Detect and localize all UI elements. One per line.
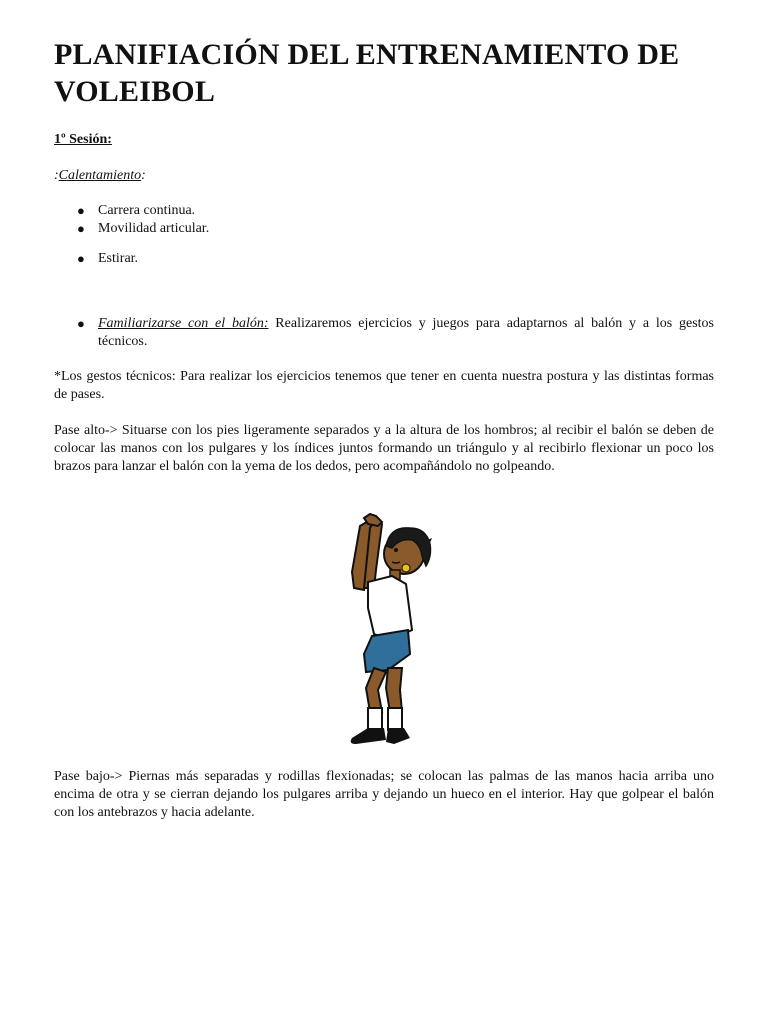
warmup-label: Calentamiento	[58, 168, 142, 183]
document-title: PLANIFIACIÓN DEL ENTRENAMIENTO DE VOLEIBOL	[54, 38, 680, 108]
shoe-back	[351, 728, 386, 744]
session-heading: 1º Sesión:	[54, 132, 112, 147]
bullet-icon: ●	[77, 251, 85, 266]
high-pass-paragraph: Pase alto-> Situarse con los pies ligeramente separados y a la altura de los hombros; al recibir el balón se deben de colocar las manos con los pulgares y los índices juntos formando un triángulo y al recibirlo flexionar un poco los brazos para lanzar el balón con la yema de los dedos, pero acompañándolo no golpeando.	[54, 423, 714, 474]
warmup-prefix: :	[54, 168, 59, 183]
list-item	[54, 315, 714, 351]
list-item	[54, 250, 714, 268]
list-item-text: Movilidad articular.	[98, 221, 210, 236]
familiarize-list	[54, 315, 714, 351]
document-page	[54, 36, 714, 476]
gestures-paragraph: *Los gestos técnicos: Para realizar los ejercicios tenemos que tener en cuenta nuestra postura y las distintas formas de pases.	[54, 369, 714, 402]
bullet-icon: ●	[77, 221, 85, 236]
warmup-heading	[54, 168, 714, 184]
familiarize-label: Familiarizarse con el balón:	[98, 316, 269, 331]
volleyball-player-illustration	[330, 512, 440, 752]
list-item	[54, 202, 714, 220]
document-page-bottom	[54, 768, 714, 822]
low-pass-paragraph: Pase bajo-> Piernas más separadas y rodillas flexionadas; se colocan las palmas de las manos hacia arriba uno encima de otra y se cierran dejando los pulgares arriba y dejando un hueco en el interior. Hay que golpear el balón con los antebrazos y hacia adelante.	[54, 769, 714, 820]
bullet-icon: ●	[77, 316, 85, 331]
stretch-list	[54, 250, 714, 268]
list-item	[54, 220, 714, 238]
list-item-text: Estirar.	[98, 251, 139, 266]
leg-back	[366, 668, 386, 712]
warmup-list	[54, 202, 714, 238]
familiarize-text: Realizaremos ejercicios y juegos para adaptarnos al balón y a los gestos técnicos.	[98, 316, 714, 349]
leg-front	[386, 668, 402, 712]
sock-front	[388, 708, 402, 730]
earring	[402, 564, 410, 572]
shorts	[364, 630, 410, 672]
warmup-suffix: :	[141, 168, 146, 183]
sock-back	[368, 708, 382, 730]
list-item-text: Carrera continua.	[98, 203, 196, 218]
volleyball-player-figure	[330, 512, 440, 752]
bullet-icon: ●	[77, 203, 85, 218]
shoe-front	[386, 728, 410, 744]
